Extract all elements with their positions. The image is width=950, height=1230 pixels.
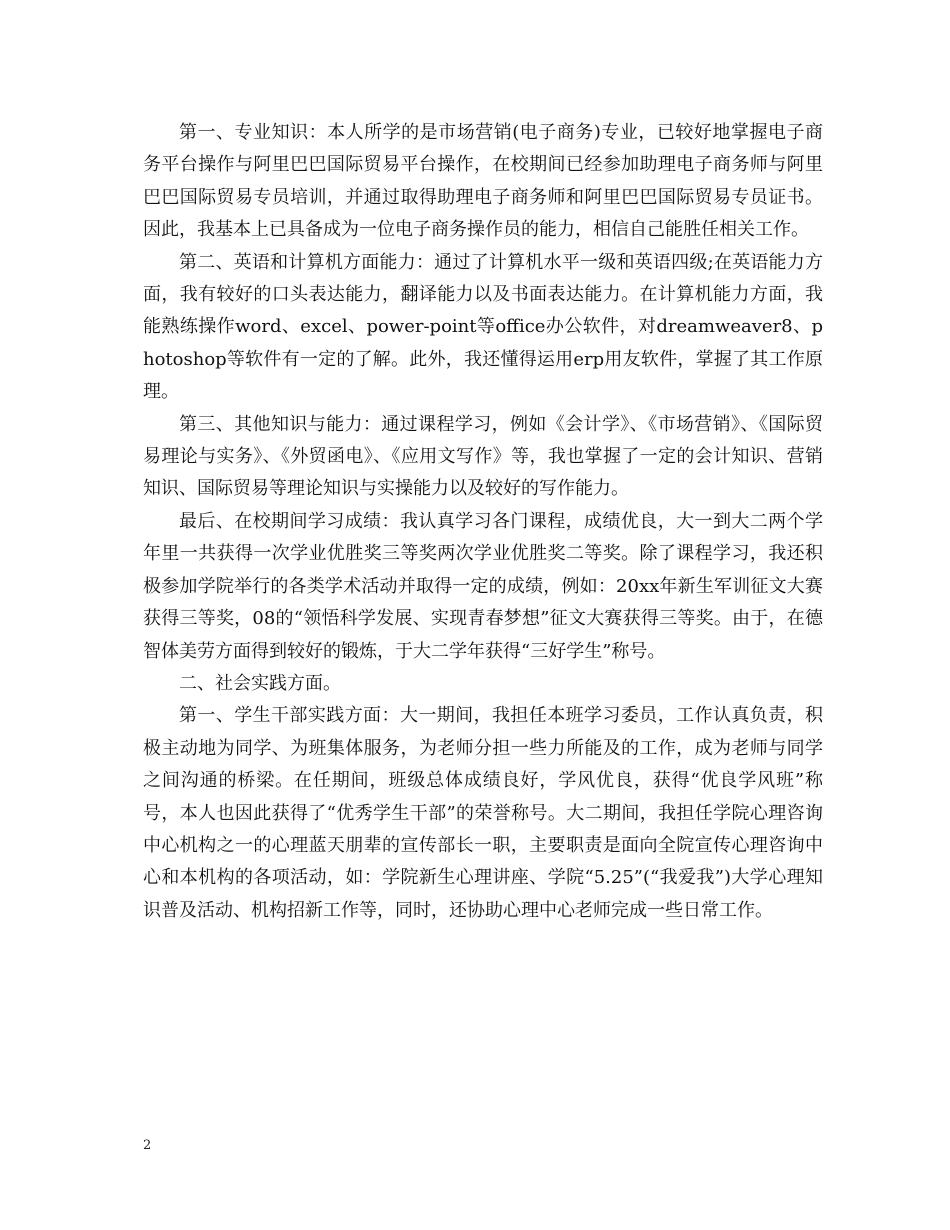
document-body — [143, 117, 823, 927]
paragraph-student-cadre-practice: 第一、学生干部实践方面：大一期间，我担任本班学习委员，工作认真负责，积极主动地为同学、为班集体服务，为老师分担一些力所能及的工作，成为老师与同学之间沟通的桥梁。在任期间，班级总体成绩良好，学风优良，获得“优良学风班”称号，本人也因此获得了“优秀学生干部”的荣誉称号。大二期间，我担任学院心理咨询中心机构之一的心理蓝天朋辈的宣传部长一职，主要职责是面向全院宣传心理咨询中心和本机构的各项活动，如：学院新生心理讲座、学院“5.25”(“我爱我”)大学心理知识普及活动、机构招新工作等，同时，还协助心理中心老师完成一些日常工作。 — [143, 705, 823, 921]
paragraph-professional-knowledge: 第一、专业知识：本人所学的是市场营销(电子商务)专业，已较好地掌握电子商务平台操作与阿里巴巴国际贸易平台操作，在校期间已经参加助理电子商务师与阿里巴巴国际贸易专员培训，并通过取得助理电子商务师和阿里巴巴国际贸易专员证书。因此，我基本上已具备成为一位电子商务操作员的能力，相信自己能胜任相关工作。 — [143, 122, 823, 241]
paragraph-other-knowledge: 第三、其他知识与能力：通过课程学习，例如《会计学》、《市场营销》、《国际贸易理论与实务》、《外贸函电》、《应用文写作》等，我也掌握了一定的会计知识、营销知识、国际贸易等理论知识与实操能力以及较好的写作能力。 — [143, 413, 823, 500]
paragraph-english-computer-skills: 第二、英语和计算机方面能力：通过了计算机水平一级和英语四级;在英语能力方面，我有较好的口头表达能力，翻译能力以及书面表达能力。在计算机能力方面，我能熟练操作word、excel、power-point等office办公软件，对dreamweaver8、photoshop等软件有一定的了解。此外，我还懂得运用erp用友软件，掌握了其工作原理。 — [143, 251, 823, 403]
section-heading-social-practice: 二、社会实践方面。 — [179, 672, 341, 694]
page-number: 2 — [143, 1138, 152, 1153]
paragraph-academic-results: 最后、在校期间学习成绩：我认真学习各门课程，成绩优良，大一到大二两个学年里一共获得一次学业优胜奖三等奖两次学业优胜奖二等奖。除了课程学习，我还积极参加学院举行的各类学术活动并取得一定的成绩，例如：20xx年新生军训征文大赛获得三等奖，08的“领悟科学发展、实现青春梦想”征文大赛获得三等奖。由于，在德智体美劳方面得到较好的锻炼，于大二学年获得“三好学生”称号。 — [143, 510, 823, 662]
